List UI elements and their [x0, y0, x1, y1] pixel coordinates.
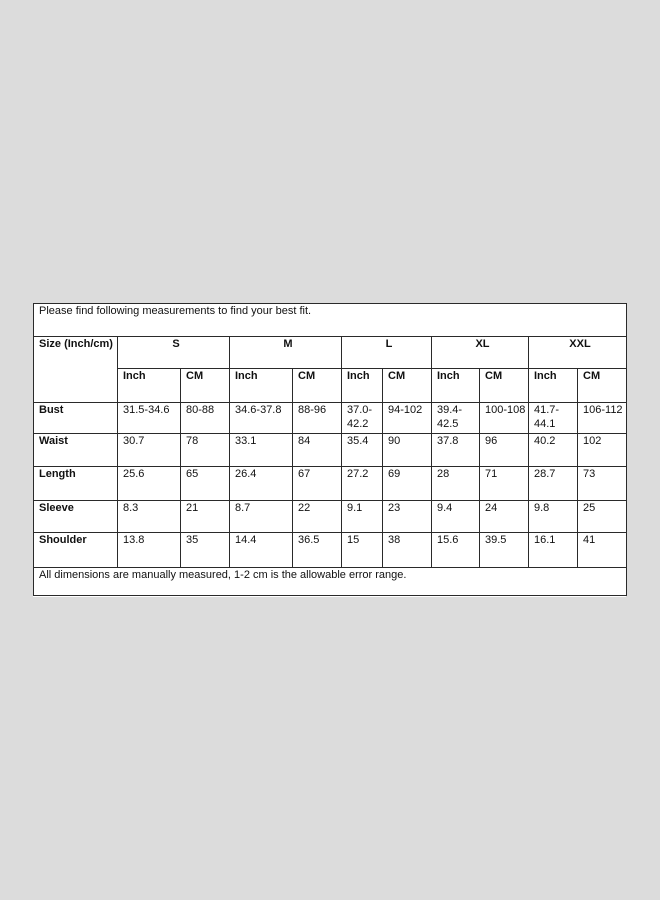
measurement-cell: 21 [181, 501, 230, 533]
row-label: Length [34, 467, 118, 501]
measurement-cell: 35 [181, 533, 230, 568]
row-label: Waist [34, 434, 118, 467]
footer-note: All dimensions are manually measured, 1-2 cm is the allowable error range. [34, 568, 627, 596]
unit-header-inch: Inch [342, 369, 383, 403]
size-chart-table [33, 303, 627, 596]
size-header-m: M [230, 337, 342, 369]
intro-text: Please find following measurements to find your best fit. [34, 304, 627, 337]
measurement-cell: 65 [181, 467, 230, 501]
measurement-cell: 100-108 [480, 403, 529, 434]
measurement-cell: 38 [383, 533, 432, 568]
measurement-cell: 40.2 [529, 434, 578, 467]
measurement-cell: 16.1 [529, 533, 578, 568]
measurement-cell: 28 [432, 467, 480, 501]
measurement-cell: 37.0-42.2 [342, 403, 383, 434]
table-row [34, 403, 627, 434]
measurement-cell: 39.5 [480, 533, 529, 568]
measurement-cell: 69 [383, 467, 432, 501]
unit-header-inch: Inch [529, 369, 578, 403]
measurement-cell: 14.4 [230, 533, 293, 568]
size-header-l: L [342, 337, 432, 369]
unit-header-cm: CM [293, 369, 342, 403]
measurement-cell: 9.1 [342, 501, 383, 533]
size-header-xl: XL [432, 337, 529, 369]
measurement-cell: 41 [578, 533, 627, 568]
measurement-cell: 37.8 [432, 434, 480, 467]
measurement-cell: 94-102 [383, 403, 432, 434]
measurement-cell: 25 [578, 501, 627, 533]
measurement-cell: 96 [480, 434, 529, 467]
unit-header-cm: CM [578, 369, 627, 403]
unit-header-cm: CM [480, 369, 529, 403]
measurement-cell: 23 [383, 501, 432, 533]
table-row [34, 501, 627, 533]
measurement-cell: 33.1 [230, 434, 293, 467]
row-label: Sleeve [34, 501, 118, 533]
unit-header-inch: Inch [432, 369, 480, 403]
measurement-cell: 34.6-37.8 [230, 403, 293, 434]
measurement-cell: 84 [293, 434, 342, 467]
unit-header-inch: Inch [118, 369, 181, 403]
unit-header-inch: Inch [230, 369, 293, 403]
measurement-cell: 106-112 [578, 403, 627, 434]
table-row [34, 434, 627, 467]
measurement-cell: 78 [181, 434, 230, 467]
measurement-cell: 8.7 [230, 501, 293, 533]
measurement-cell: 15 [342, 533, 383, 568]
measurement-cell: 35.4 [342, 434, 383, 467]
measurement-cell: 8.3 [118, 501, 181, 533]
measurement-cell: 28.7 [529, 467, 578, 501]
size-label-header: Size (Inch/cm) [34, 337, 118, 403]
size-chart-sheet [33, 303, 626, 597]
row-label: Shoulder [34, 533, 118, 568]
measurement-cell: 36.5 [293, 533, 342, 568]
measurement-cell: 88-96 [293, 403, 342, 434]
unit-header-cm: CM [383, 369, 432, 403]
unit-header-row [34, 369, 627, 403]
size-header-s: S [118, 337, 230, 369]
measurement-cell: 30.7 [118, 434, 181, 467]
table-row [34, 533, 627, 568]
measurement-cell: 80-88 [181, 403, 230, 434]
row-label: Bust [34, 403, 118, 434]
measurement-cell: 73 [578, 467, 627, 501]
measurement-cell: 39.4-42.5 [432, 403, 480, 434]
measurement-cell: 90 [383, 434, 432, 467]
measurement-cell: 102 [578, 434, 627, 467]
measurement-cell: 67 [293, 467, 342, 501]
measurement-cell: 24 [480, 501, 529, 533]
measurement-cell: 27.2 [342, 467, 383, 501]
measurement-cell: 31.5-34.6 [118, 403, 181, 434]
measurement-cell: 41.7-44.1 [529, 403, 578, 434]
table-row [34, 467, 627, 501]
measurement-cell: 13.8 [118, 533, 181, 568]
measurement-cell: 25.6 [118, 467, 181, 501]
size-header-xxl: XXL [529, 337, 627, 369]
measurement-cell: 9.4 [432, 501, 480, 533]
measurement-cell: 15.6 [432, 533, 480, 568]
measurement-cell: 22 [293, 501, 342, 533]
measurement-cell: 9.8 [529, 501, 578, 533]
measurement-cell: 26.4 [230, 467, 293, 501]
unit-header-cm: CM [181, 369, 230, 403]
measurement-cell: 71 [480, 467, 529, 501]
